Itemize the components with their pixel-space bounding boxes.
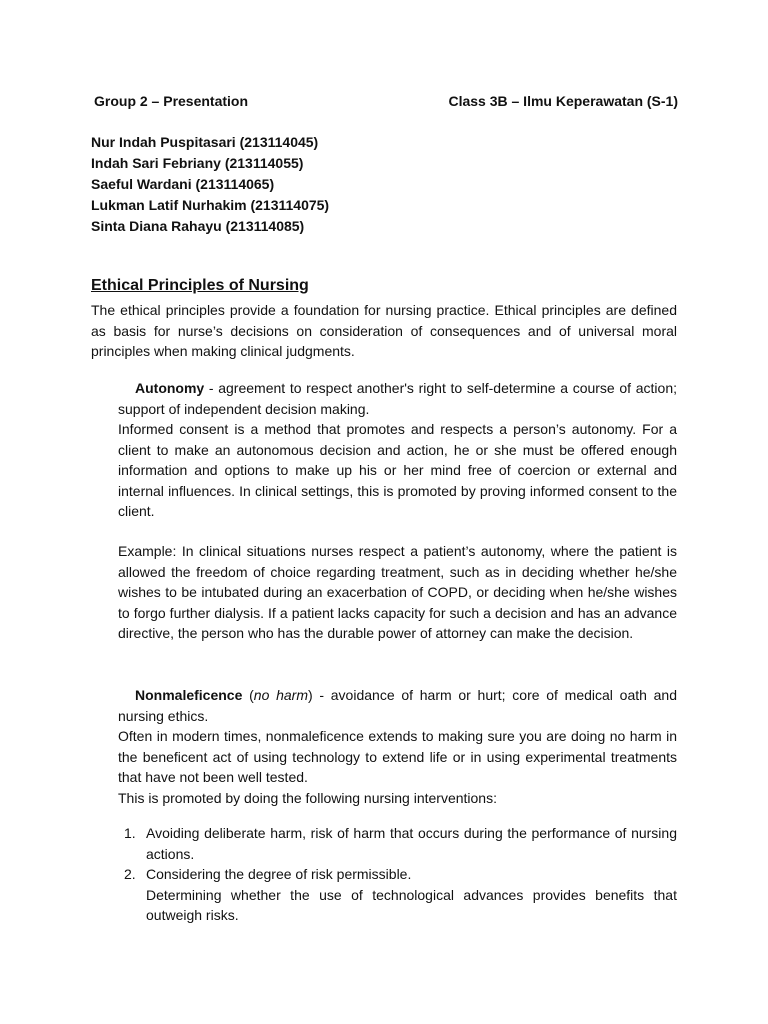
class-label: Class 3B – Ilmu Keperawatan (S-1)	[448, 93, 678, 109]
list-item-number: 2.	[124, 866, 136, 882]
list-item	[118, 864, 677, 926]
nonmaleficence-definition	[118, 685, 677, 726]
author-name: Nur Indah Puspitasari (213114045)	[91, 134, 319, 150]
author-name: Indah Sari Febriany (213114055)	[91, 155, 304, 171]
author-name: Lukman Latif Nurhakim (213114075)	[91, 197, 330, 213]
autonomy-definition-text: - agreement to respect another's right to self-determine a course of action; support of independent decision making.	[118, 380, 677, 417]
autonomy-definition	[118, 378, 677, 419]
intervention-intro: This is promoted by doing the following nursing interventions:	[118, 789, 497, 806]
document-header	[94, 93, 678, 113]
author-list	[91, 132, 491, 237]
list-item-number: 1.	[124, 825, 136, 841]
intro-paragraph: The ethical principles provide a foundation for nursing practice. Ethical principles are defined as basis for nurse’s decisions on consideration of consequences and of universal moral principles when making clinical judgments.	[91, 302, 677, 359]
autonomy-example-paragraph: Example: In clinical situations nurses respect a patient’s autonomy, where the patient is allowed the freedom of choice regarding treatment, such as in deciding whether he/she wishes to be intubated during an exacerbation of COPD, or deciding when he/she wishes to forgo further dialysis. If a patient lacks capacity for such a decision and has an advance directive, the person who has the durable power of attorney can make the decision.	[118, 543, 677, 641]
list-item-subtext: Determining whether the use of technological advances provides benefits that outweigh risks.	[146, 886, 677, 923]
intervention-list	[118, 823, 677, 926]
list-item-text: Avoiding deliberate harm, risk of harm that occurs during the performance of nursing actions.	[146, 825, 677, 862]
autonomy-term: Autonomy	[135, 380, 205, 396]
list-item-text: Considering the degree of risk permissible.	[146, 866, 412, 882]
paren-open: (	[242, 687, 254, 703]
nonmaleficence-modern-paragraph: Often in modern times, nonmaleficence extends to making sure you are doing no harm in the beneficent act of using technology to extend life or in using experimental treatments that have not been well tested.	[118, 728, 677, 785]
nonmaleficence-block	[118, 685, 677, 808]
list-item	[118, 823, 677, 864]
section-title: Ethical Principles of Nursing	[91, 277, 309, 294]
nonmaleficence-definition-text: ) - avoidance of harm or hurt; core of medical oath and nursing ethics.	[118, 687, 677, 724]
author-name: Sinta Diana Rahayu (213114085)	[91, 218, 305, 234]
group-label: Group 2 – Presentation	[94, 93, 249, 109]
autonomy-block	[118, 378, 677, 522]
author-name: Saeful Wardani (213114065)	[91, 176, 275, 192]
nonmaleficence-term: Nonmaleficence	[135, 687, 243, 703]
no-harm-aside: no harm	[253, 687, 308, 703]
informed-consent-paragraph: Informed consent is a method that promotes and respects a person’s autonomy. For a client to make an autonomous decision and action, he or she must be offered enough information and options to make up his or her mind free of coercion or external and internal influences. In clinical settings, this is promoted by proving informed consent to the client.	[118, 421, 677, 519]
